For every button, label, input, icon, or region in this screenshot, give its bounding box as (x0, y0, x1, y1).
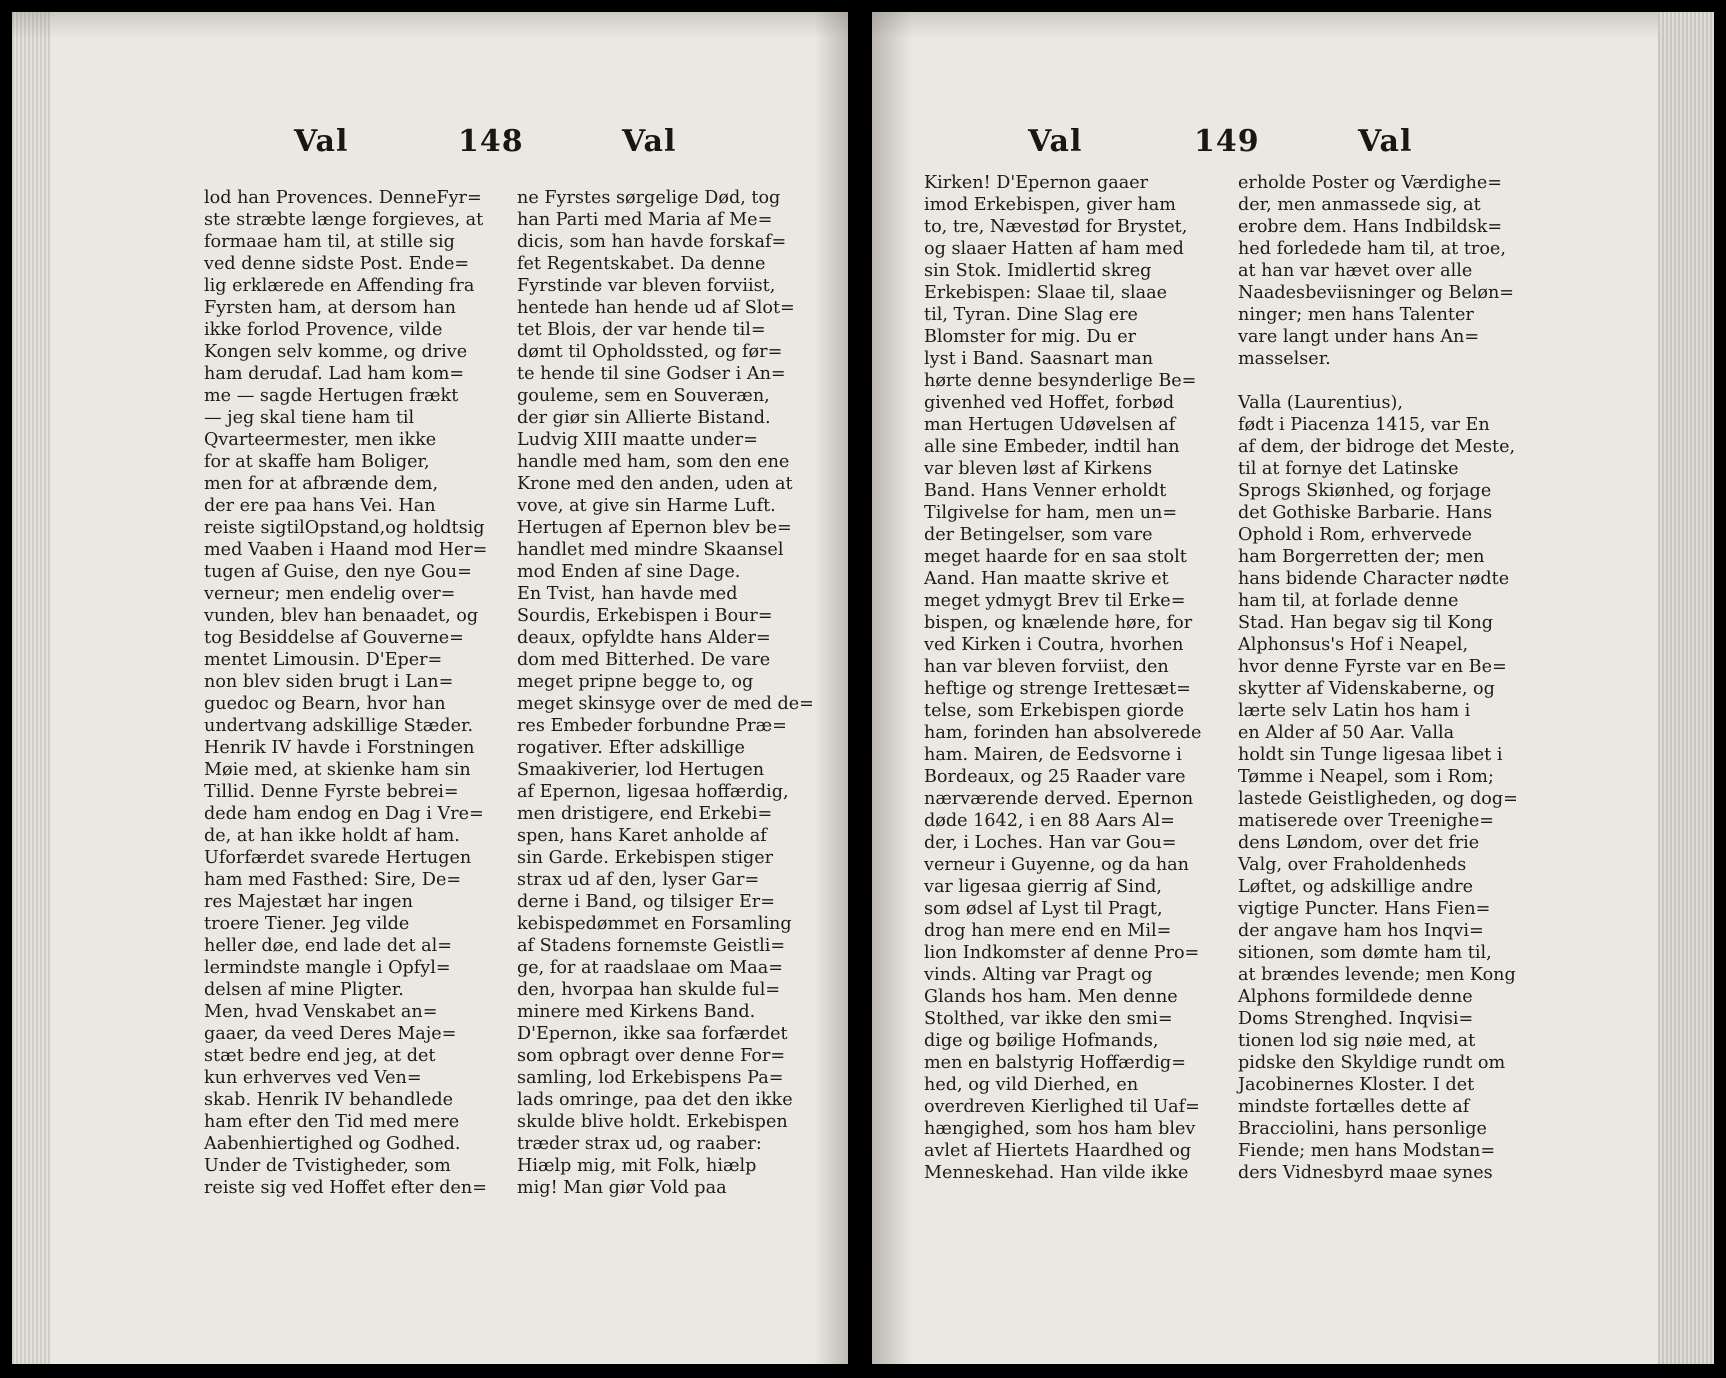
text-line: at brændes levende; men Kong (1238, 965, 1516, 985)
text-line: handle med ham, som den ene (517, 452, 790, 472)
text-line: delsen af mine Pligter. (204, 980, 404, 1000)
text-line: men dristigere, end Erkebi= (517, 804, 773, 824)
text-line: Ophold i Rom, erhvervede (1238, 525, 1472, 545)
text-line: Sourdis, Erkebispen i Bour= (517, 606, 773, 626)
text-line: der, men anmassede sig, at (1238, 195, 1481, 215)
text-line: Bordeaux, og 25 Raader vare (924, 767, 1186, 787)
text-line: dede ham endog en Dag i Vre= (204, 804, 484, 824)
text-line: og slaaer Hatten af ham med (924, 239, 1184, 259)
left-page-column-1 (204, 187, 494, 1199)
text-line: Alphons formildede denne (1238, 987, 1473, 1007)
text-line: lermindste mangle i Opfyl= (204, 958, 451, 978)
text-line: Sprogs Skiønhed, og forjage (1238, 481, 1492, 501)
text-line: Møie med, at skienke ham sin (204, 760, 471, 780)
text-line: Valla (Laurentius), (1238, 393, 1403, 413)
text-line: Ludvig XIII maatte under= (517, 430, 758, 450)
text-line: masselser. (1238, 349, 1331, 369)
text-line: ham efter den Tid med mere (204, 1112, 460, 1132)
text-line: Menneskehad. Han vilde ikke (924, 1163, 1189, 1183)
text-line: lastede Geistligheden, og dog= (1238, 789, 1518, 809)
text-line: man Hertugen Udøvelsen af (924, 415, 1176, 435)
text-line: sin Stok. Imidlertid skreg (924, 261, 1152, 281)
text-line: reiste sigtilOpstand,og holdtsig (204, 518, 485, 538)
text-line: til at fornye det Latinske (1238, 459, 1459, 479)
text-line: tugen af Guise, den nye Gou= (204, 562, 472, 582)
text-line: tog Besiddelse af Gouverne= (204, 628, 464, 648)
right-page-number: 149 (1194, 124, 1260, 159)
text-line: men en balstyrig Hoffærdig= (924, 1053, 1186, 1073)
text-line: Fyrsten ham, at dersom han (204, 298, 456, 318)
text-line: gaaer, da veed Deres Maje= (204, 1024, 457, 1044)
text-line: Stad. Han begav sig til Kong (1238, 613, 1494, 633)
text-line: guedoc og Bearn, hvor han (204, 694, 446, 714)
text-line: ders Vidnesbyrd maae synes (1238, 1163, 1493, 1183)
text-line: der, i Loches. Han var Gou= (924, 833, 1177, 853)
text-line: heller døe, end lade det al= (204, 936, 453, 956)
text-line: formaae ham til, at stille sig (204, 232, 455, 252)
text-line: Aand. Han maatte skrive et (924, 569, 1169, 589)
text-line: erobre dem. Hans Indbildsk= (1238, 217, 1503, 237)
text-line: Under de Tvistigheder, som (204, 1156, 451, 1176)
text-line: Hiælp mig, mit Folk, hiælp (517, 1156, 757, 1176)
text-line: ham med Fasthed: Sire, De= (204, 870, 462, 890)
text-line: verneur; men endelig over= (204, 584, 456, 604)
text-line: lyst i Band. Saasnart man (924, 349, 1154, 369)
text-line: meget skinsyge over de med de= (517, 694, 814, 714)
text-line: res Majestæt har ingen (204, 892, 413, 912)
text-line: Naadesbeviisninger og Beløn= (1238, 283, 1515, 303)
text-line: ham til, at forlade denne (1238, 591, 1459, 611)
text-line: fet Regentskabet. Da denne (517, 254, 766, 274)
text-line: vove, at give sin Harme Luft. (517, 496, 776, 516)
text-line: hentede han hende ud af Slot= (517, 298, 795, 318)
text-line: til, Tyran. Dine Slag ere (924, 305, 1138, 325)
text-line: af Epernon, ligesaa hoffærdig, (517, 782, 789, 802)
text-line: de, at han ikke holdt af ham. (204, 826, 460, 846)
text-line: Alphonsus's Hof i Neapel, (1238, 635, 1469, 655)
text-line: Tømme i Neapel, som i Rom; (1238, 767, 1494, 787)
text-line: non blev siden brugt i Lan= (204, 672, 454, 692)
text-line: vare langt under hans An= (1238, 327, 1480, 347)
left-running-head-word-1: Val (294, 124, 349, 159)
text-line: derne i Band, og tilsiger Er= (517, 892, 775, 912)
text-line: Uforfærdet svarede Hertugen (204, 848, 472, 868)
text-line: Doms Strenghed. Inqvisi= (1238, 1009, 1474, 1029)
text-line: Henrik IV havde i Forstningen (204, 738, 475, 758)
text-line: avlet af Hiertets Haardhed og (924, 1141, 1192, 1161)
left-page-number: 148 (458, 124, 524, 159)
text-line: spen, hans Karet anholde af (517, 826, 767, 846)
text-line: Stolthed, var ikke den smi= (924, 1009, 1173, 1029)
text-line: kun erhverves ved Ven= (204, 1068, 422, 1088)
text-line: dom med Bitterhed. De vare (517, 650, 771, 670)
text-line: vunden, blev han benaadet, og (204, 606, 479, 626)
text-line: givenhed ved Hoffet, forbød (924, 393, 1175, 413)
left-fore-edge (12, 12, 50, 1364)
text-line: skab. Henrik IV behandlede (204, 1090, 454, 1110)
text-line: tet Blois, der var hende til= (517, 320, 766, 340)
text-line: meget pripne begge to, og (517, 672, 754, 692)
text-line: lod han Provences. DenneFyr= (204, 188, 482, 208)
text-line: undertvang adskillige Stæder. (204, 716, 474, 736)
right-page-column-2 (1238, 172, 1528, 1184)
text-line: pidske den Skyldige rundt om (1238, 1053, 1506, 1073)
text-line: dicis, som han havde forskaf= (517, 232, 787, 252)
text-line: Fyrstinde var bleven forviist, (517, 276, 776, 296)
text-line: skulde blive holdt. Erkebispen (517, 1112, 788, 1132)
text-line: Fiende; men hans Modstan= (1238, 1141, 1496, 1161)
text-line: handlet med mindre Skaansel (517, 540, 784, 560)
text-line: res Embeder forbundne Præ= (517, 716, 787, 736)
right-fore-edge (1658, 12, 1714, 1364)
text-line: af dem, der bidroge det Meste, (1238, 437, 1516, 457)
text-line: mindste fortælles dette af (1238, 1097, 1470, 1117)
text-line: Løftet, og adskillige andre (1238, 877, 1474, 897)
text-line: dømt til Opholdssted, og før= (517, 342, 783, 362)
text-line: Kongen selv komme, og drive (204, 342, 468, 362)
text-line: lion Indkomster af denne Pro= (924, 943, 1200, 963)
left-gutter-shadow (814, 12, 848, 1364)
text-line: af Stadens fornemste Geistli= (517, 936, 786, 956)
text-line: samling, lod Erkebispens Pa= (517, 1068, 784, 1088)
text-line: Tilgivelse for ham, men un= (924, 503, 1178, 523)
text-line: ham. Mairen, de Eedsvorne i (924, 745, 1182, 765)
text-line: Hertugen af Epernon blev be= (517, 518, 792, 538)
text-line: for at skaffe ham Boliger, (204, 452, 430, 472)
text-line: Erkebispen: Slaae til, slaae (924, 283, 1167, 303)
text-line: minere med Kirkens Band. (517, 1002, 756, 1022)
left-top-shade (12, 12, 848, 38)
right-top-shade (872, 12, 1714, 38)
text-line: mod Enden af sine Dage. (517, 562, 741, 582)
text-line: Jacobinernes Kloster. I det (1238, 1075, 1475, 1095)
text-line: ste stræbte længe forgieves, at (204, 210, 484, 230)
text-line: reiste sig ved Hoffet efter den= (204, 1178, 487, 1198)
text-line: der Betingelser, som vare (924, 525, 1153, 545)
text-line: sin Garde. Erkebispen stiger (517, 848, 774, 868)
text-line: Bracciolini, hans personlige (1238, 1119, 1487, 1139)
text-line: Men, hvad Venskabet an= (204, 1002, 438, 1022)
text-line: lærte selv Latin hos ham i (1238, 701, 1471, 721)
text-line: som opbragt over denne For= (517, 1046, 786, 1066)
text-line: — jeg skal tiene ham til (204, 408, 415, 428)
text-line: bispen, og knælende høre, for (924, 613, 1193, 633)
text-line: matiserede over Treenighe= (1238, 811, 1495, 831)
text-line (1238, 370, 1528, 392)
text-line: mentet Limousin. D'Eper= (204, 650, 443, 670)
text-line: Valg, over Fraholdenheds (1238, 855, 1467, 875)
text-line: der giør sin Allierte Bistand. (517, 408, 771, 428)
text-line: som ødsel af Lyst til Pragt, (924, 899, 1163, 919)
text-line: Tillid. Denne Fyrste bebrei= (204, 782, 459, 802)
text-line: mig! Man giør Vold paa (517, 1178, 727, 1198)
text-line: troere Tiener. Jeg vilde (204, 914, 410, 934)
text-line: han var bleven forviist, den (924, 657, 1169, 677)
text-line: erholde Poster og Værdighe= (1238, 173, 1502, 193)
text-line: han Parti med Maria af Me= (517, 210, 773, 230)
text-line: lig erklærede en Affending fra (204, 276, 475, 296)
text-line: meget haarde for en saa stolt (924, 547, 1187, 567)
text-line: ved denne sidste Post. Ende= (204, 254, 470, 274)
text-line: telse, som Erkebispen giorde (924, 701, 1185, 721)
text-line: verneur i Guyenne, og da han (924, 855, 1189, 875)
text-line: te hende til sine Godser i An= (517, 364, 786, 384)
text-line: imod Erkebispen, giver ham (924, 195, 1176, 215)
text-line: nærværende derved. Epernon (924, 789, 1194, 809)
text-line: hans bidende Character nødte (1238, 569, 1510, 589)
text-line: ge, for at raadslaae om Maa= (517, 958, 784, 978)
text-line: gouleme, sem en Souveræn, (517, 386, 770, 406)
text-line: en Alder af 50 Aar. Valla (1238, 723, 1455, 743)
text-line: dige og bøilige Hofmands, (924, 1031, 1159, 1051)
text-line: heftige og strenge Irettesæt= (924, 679, 1191, 699)
text-line: det Gothiske Barbarie. Hans (1238, 503, 1493, 523)
text-line: ham Borgerretten der; men (1238, 547, 1485, 567)
text-line: tionen lod sig nøie med, at (1238, 1031, 1476, 1051)
text-line: var ligesaa gierrig af Sind, (924, 877, 1163, 897)
text-line: D'Epernon, ikke saa forfærdet (517, 1024, 788, 1044)
text-line: kebispedømmet en Forsamling (517, 914, 792, 934)
text-line: En Tvist, han havde med (517, 584, 738, 604)
right-running-head-word-2: Val (1358, 124, 1413, 159)
text-line: hørte denne besynderlige Be= (924, 371, 1197, 391)
text-line: drog han mere end en Mil= (924, 921, 1172, 941)
text-line: stæt bedre end jeg, at det (204, 1046, 436, 1066)
text-line: ham derudaf. Lad ham kom= (204, 364, 465, 384)
right-page-column-1 (924, 172, 1220, 1184)
text-line: me — sagde Hertugen frækt (204, 386, 459, 406)
text-line: vigtige Puncter. Hans Fien= (1238, 899, 1491, 919)
text-line: der ere paa hans Vei. Han (204, 496, 436, 516)
text-line: ikke forlod Provence, vilde (204, 320, 443, 340)
text-line: ved Kirken i Coutra, hvorhen (924, 635, 1184, 655)
right-page (872, 12, 1714, 1364)
text-line: døde 1642, i en 88 Aars Al= (924, 811, 1175, 831)
right-gutter-shadow (872, 12, 912, 1364)
text-line: Kirken! D'Epernon gaaer (924, 173, 1149, 193)
text-line: Blomster for mig. Du er (924, 327, 1137, 347)
text-line: Krone med den anden, uden at (517, 474, 793, 494)
text-line: dens Løndom, over det frie (1238, 833, 1480, 853)
text-line: vinds. Alting var Pragt og (924, 965, 1153, 985)
text-line: meget ydmygt Brev til Erke= (924, 591, 1186, 611)
text-line: deaux, opfyldte hans Alder= (517, 628, 771, 648)
text-line: Aabenhiertighed og Godhed. (204, 1134, 461, 1154)
text-line: men for at afbrænde dem, (204, 474, 439, 494)
left-page-column-2 (517, 187, 815, 1199)
text-line: ne Fyrstes sørgelige Død, tog (517, 188, 781, 208)
text-line: Band. Hans Venner erholdt (924, 481, 1167, 501)
text-line: holdt sin Tunge ligesaa libet i (1238, 745, 1503, 765)
text-line: født i Piacenza 1415, var En (1238, 415, 1490, 435)
text-line: Qvarteermester, men ikke (204, 430, 437, 450)
text-line: lads omringe, paa det den ikke (517, 1090, 793, 1110)
text-line: hvor denne Fyrste var en Be= (1238, 657, 1507, 677)
text-line: sitionen, som dømte ham til, (1238, 943, 1492, 963)
text-line: strax ud af den, lyser Gar= (517, 870, 760, 890)
text-line: Smaakiverier, lod Hertugen (517, 760, 765, 780)
text-line: at han var hævet over alle (1238, 261, 1473, 281)
text-line: alle sine Embeder, indtil han (924, 437, 1180, 457)
text-line: hængighed, som hos ham blev (924, 1119, 1196, 1139)
text-line: der angave ham hos Inqvi= (1238, 921, 1484, 941)
text-line: med Vaaben i Haand mod Her= (204, 540, 488, 560)
text-line: to, tre, Nævestød for Brystet, (924, 217, 1188, 237)
text-line: skytter af Videnskaberne, og (1238, 679, 1495, 699)
text-line: hed forledede ham til, at troe, (1238, 239, 1506, 259)
text-line: den, hvorpaa han skulde ful= (517, 980, 781, 1000)
left-running-head-word-2: Val (622, 124, 677, 159)
text-line: var bleven løst af Kirkens (924, 459, 1153, 479)
text-line: ninger; men hans Talenter (1238, 305, 1474, 325)
right-running-head-word-1: Val (1028, 124, 1083, 159)
text-line: rogativer. Efter adskillige (517, 738, 745, 758)
text-line: ham, forinden han absolverede (924, 723, 1202, 743)
text-line: træder strax ud, og raaber: (517, 1134, 762, 1154)
text-line: Glands hos ham. Men denne (924, 987, 1178, 1007)
left-page (12, 12, 848, 1364)
text-line: hed, og vild Dierhed, en (924, 1075, 1139, 1095)
text-line: overdreven Kierlighed til Uaf= (924, 1097, 1200, 1117)
